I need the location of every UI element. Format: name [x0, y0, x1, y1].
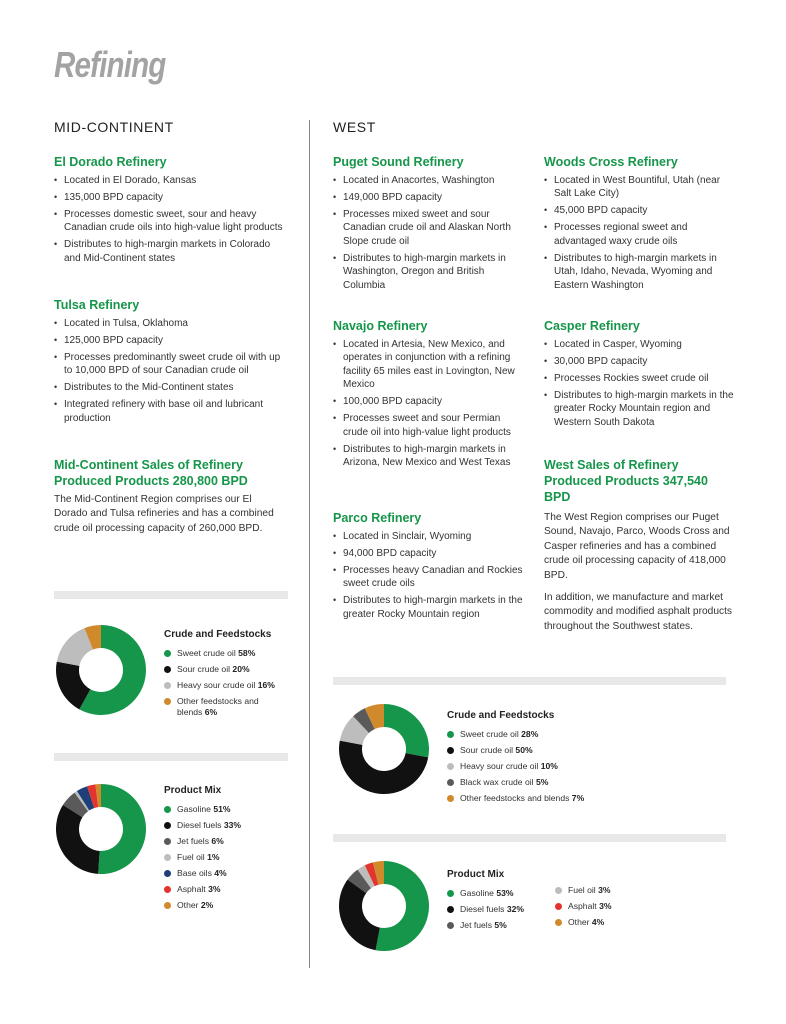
chart-title: Product Mix [447, 869, 505, 880]
legend-value: 51% [213, 804, 231, 814]
page-title: Refining [54, 44, 166, 85]
list-item: • 125,000 BPD capacity [54, 334, 284, 347]
legend-label: Fuel oil [177, 852, 205, 862]
legend-label: Sour crude oil [177, 664, 231, 674]
legend-item [447, 777, 647, 788]
navajo-title: Navajo Refinery [333, 319, 428, 333]
mid-crude-legend [164, 629, 294, 723]
list-item: • Located in El Dorado, Kansas [54, 174, 284, 187]
legend-label: Asphalt [177, 884, 206, 894]
legend-value: 5% [494, 920, 507, 930]
legend-swatch [447, 763, 454, 770]
west-sales [544, 457, 734, 634]
legend-item [447, 888, 557, 899]
chart-title: Product Mix [164, 785, 222, 796]
legend-item [164, 696, 294, 718]
legend-label: Jet fuels [177, 836, 210, 846]
legend-swatch [164, 806, 171, 813]
chart-title: Crude and Feedstocks [447, 710, 555, 721]
list-item: • Distributes to high-margin markets in the greater Rocky Mountain region [333, 594, 523, 621]
parco-refinery [333, 510, 523, 625]
mid-sales-text: The Mid-Continent Region comprises our El Dorado and Tulsa refineries and has a combined crude oil processing capacity of 260,000 BPD. [54, 494, 274, 534]
legend-swatch [164, 838, 171, 845]
west-crude-legend [447, 710, 647, 809]
el-dorado-refinery [54, 154, 284, 269]
legend-item [164, 820, 294, 831]
woods-title: Woods Cross Refinery [544, 155, 678, 169]
legend-value: 6% [211, 836, 224, 846]
list-item: • Located in Tulsa, Oklahoma [54, 317, 284, 330]
legend-swatch [164, 902, 171, 909]
legend-item [447, 745, 647, 756]
west-product-legend-right [555, 885, 655, 933]
legend-item [164, 836, 294, 847]
legend-item [555, 901, 655, 912]
woods-cross-refinery [544, 154, 734, 296]
legend-label: Diesel fuels [177, 820, 222, 830]
casper-title: Casper Refinery [544, 319, 640, 333]
donut-slice-diesel-fuels [339, 880, 380, 951]
legend-swatch [164, 666, 171, 673]
legend-swatch [447, 922, 454, 929]
legend-label: Other [177, 900, 199, 910]
legend-item [164, 680, 294, 691]
list-item: • 149,000 BPD capacity [333, 191, 523, 204]
list-item: • Processes domestic sweet, sour and heavy Canadian crude oils into high-value light products [54, 208, 284, 235]
legend-swatch [164, 682, 171, 689]
navajo-refinery [333, 318, 523, 473]
legend-swatch [164, 886, 171, 893]
chart-separator [54, 753, 288, 761]
legend-value: 3% [599, 901, 612, 911]
list-item: • Processes regional sweet and advantaged waxy crude oils [544, 221, 734, 248]
list-item: • Distributes to high-margin markets in Washington, Oregon and British Columbia [333, 252, 523, 292]
legend-item [447, 904, 557, 915]
legend-value: 7% [571, 793, 585, 803]
legend-value: 2% [200, 900, 214, 910]
legend-item [447, 761, 647, 772]
legend-value: 32% [506, 904, 525, 914]
list-item: • Distributes to high-margin markets in Utah, Idaho, Nevada, Wyoming and Eastern Washington [544, 252, 734, 292]
legend-value: 58% [238, 648, 256, 658]
chart-separator [333, 834, 726, 842]
legend-swatch [164, 870, 171, 877]
legend-swatch [164, 650, 171, 657]
legend-swatch [164, 822, 171, 829]
west-sales-text: The West Region comprises our Puget Sound, Navajo, Parco, Woods Cross and Casper refineries and has a combined crude oil processing capacity of 418,000 BPD. [544, 512, 730, 581]
west-sales-title: West Sales of Refinery Produced Products 347,540 BPD [544, 458, 708, 504]
legend-item [447, 793, 647, 804]
legend-item [555, 917, 655, 928]
legend-value: 20% [232, 664, 250, 674]
casper-refinery [544, 318, 734, 433]
list-item: • 45,000 BPD capacity [544, 204, 734, 217]
mid-product-donut-chart [55, 783, 147, 875]
list-item: • 30,000 BPD capacity [544, 355, 734, 368]
list-item: • Distributes to high-margin markets in Colorado and Mid-Continent states [54, 238, 284, 265]
column-divider [309, 120, 310, 968]
legend-label: Black wax crude oil [460, 777, 534, 787]
mid-continent-sales [54, 457, 284, 536]
legend-swatch [447, 779, 454, 786]
legend-item [164, 804, 294, 815]
list-item: • Distributes to the Mid-Continent states [54, 381, 284, 394]
legend-item [164, 868, 294, 879]
legend-swatch [447, 890, 454, 897]
mid-sales-title: Mid-Continent Sales of Refinery Produced Products 280,800 BPD [54, 458, 248, 488]
legend-value: 1% [207, 852, 220, 862]
west-product-legend [447, 869, 557, 936]
chart-separator [54, 591, 288, 599]
legend-value: 4% [591, 917, 605, 927]
legend-value: 4% [214, 868, 227, 878]
list-item: • Distributes to high-margin markets in Arizona, New Mexico and West Texas [333, 443, 523, 470]
legend-label: Fuel oil [568, 885, 596, 895]
legend-item [164, 900, 294, 911]
puget-title: Puget Sound Refinery [333, 155, 464, 169]
legend-label: Jet fuels [460, 920, 493, 930]
chart-title: Crude and Feedstocks [164, 629, 272, 640]
legend-value: 28% [521, 729, 539, 739]
legend-label: Asphalt [568, 901, 597, 911]
list-item: • Located in Artesia, New Mexico, and operates in conjunction with a refining facility 65 miles east in Lovington, New Mexico [333, 338, 523, 392]
west-sales-text-2: In addition, we manufacture and market commodity and modified asphalt products throughout the Southwest states. [544, 592, 733, 632]
legend-swatch [447, 795, 454, 802]
legend-item [164, 852, 294, 863]
donut-slice-gasoline [98, 784, 146, 874]
list-item: • Distributes to high-margin markets in the greater Rocky Mountain region and Western South Dakota [544, 389, 734, 429]
list-item: • Located in Anacortes, Washington [333, 174, 523, 187]
west-crude-donut-chart [338, 703, 430, 795]
legend-label: Sweet crude oil [177, 648, 236, 658]
legend-item [447, 729, 647, 740]
list-item: • Located in Casper, Wyoming [544, 338, 734, 351]
legend-label: Other feedstocks and blends [460, 793, 570, 803]
legend-swatch [164, 698, 171, 705]
list-item: • Integrated refinery with base oil and lubricant production [54, 398, 284, 425]
legend-item [164, 648, 294, 659]
mid-continent-heading: MID-CONTINENT [54, 119, 174, 135]
legend-value: 33% [223, 820, 242, 830]
list-item: • Processes mixed sweet and sour Canadian crude oil and Alaskan North Slope crude oil [333, 208, 523, 248]
tulsa-title: Tulsa Refinery [54, 298, 140, 312]
west-heading: WEST [333, 119, 376, 135]
mid-crude-donut-chart [55, 624, 147, 716]
legend-item [447, 920, 557, 931]
legend-label: Diesel fuels [460, 904, 505, 914]
legend-swatch [555, 903, 562, 910]
legend-swatch [164, 854, 171, 861]
puget-sound-refinery [333, 154, 523, 296]
mid-product-legend [164, 785, 294, 916]
legend-label: Gasoline [460, 888, 494, 898]
legend-label: Gasoline [177, 804, 211, 814]
list-item: • Processes sweet and sour Permian crude oil into high-value light products [333, 412, 523, 439]
legend-label: Base oils [177, 868, 212, 878]
legend-label: Sour crude oil [460, 745, 514, 755]
list-item: • Processes Rockies sweet crude oil [544, 372, 734, 385]
legend-value: 10% [540, 761, 558, 771]
parco-title: Parco Refinery [333, 511, 422, 525]
legend-swatch [447, 906, 454, 913]
legend-label: Sweet crude oil [460, 729, 519, 739]
legend-item [164, 884, 294, 895]
legend-label: Heavy sour crude oil [177, 680, 256, 690]
legend-item [555, 885, 655, 896]
list-item: • Located in Sinclair, Wyoming [333, 530, 523, 543]
legend-value: 16% [257, 680, 275, 690]
legend-label: Other feedstocks and blends [177, 696, 259, 717]
legend-label: Heavy sour crude oil [460, 761, 539, 771]
legend-value: 50% [515, 745, 533, 755]
legend-value: 6% [204, 707, 218, 717]
legend-value: 3% [598, 885, 611, 895]
list-item: • 100,000 BPD capacity [333, 395, 523, 408]
legend-item [164, 664, 294, 675]
legend-value: 5% [535, 777, 549, 787]
legend-swatch [447, 747, 454, 754]
list-item: • Processes heavy Canadian and Rockies sweet crude oils [333, 564, 523, 591]
donut-slice-diesel-fuels [56, 805, 100, 874]
list-item: • Located in West Bountiful, Utah (near Salt Lake City) [544, 174, 734, 201]
list-item: • 94,000 BPD capacity [333, 547, 523, 560]
legend-swatch [555, 919, 562, 926]
legend-value: 3% [208, 884, 221, 894]
list-item: • 135,000 BPD capacity [54, 191, 284, 204]
el-dorado-title: El Dorado Refinery [54, 155, 167, 169]
legend-swatch [447, 731, 454, 738]
tulsa-refinery [54, 297, 284, 429]
legend-swatch [555, 887, 562, 894]
legend-label: Other [568, 917, 590, 927]
list-item: • Processes predominantly sweet crude oil with up to 10,000 BPD of sour Canadian crude oil [54, 351, 284, 378]
donut-slice-sweet-crude-oil [384, 704, 429, 757]
chart-separator [333, 677, 726, 685]
legend-value: 53% [496, 888, 514, 898]
west-product-donut-chart [338, 860, 430, 952]
